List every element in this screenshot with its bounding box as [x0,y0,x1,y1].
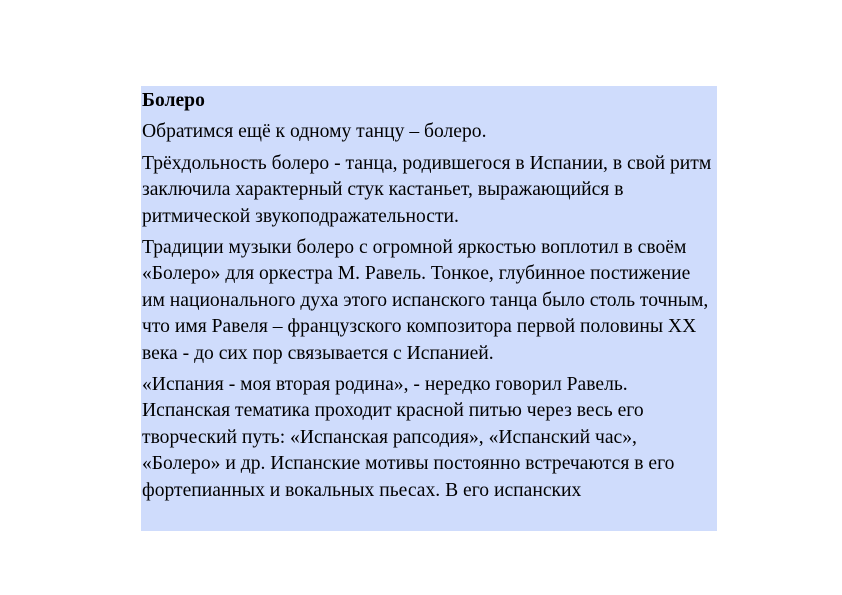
paragraph-spain: «Испания - моя вторая родина», - нередко говорил Равель. Испанская тематика проходит красной питью через весь его творческий путь: «Испанская рапсодия», «Испанский час», «Болеро» и др. Испанские мотивы постоянно встречаются в его фортепианных и вокальных пьесах. В его испанских [142,374,675,501]
text-block [141,86,717,531]
paragraph-intro: Обратимся ещё к одному танцу – болеро. [142,121,487,143]
paragraph-ravel: Традиции музыки болеро с огромной яркостью воплотил в своём «Болеро» для оркестра М. Равель. Тонкое, глубинное постижение им национального духа этого испанского танца было столь точным, что имя Равеля – французского композитора первой половины XX века - до сих пор связывается с Испанией. [142,237,709,364]
paragraph-rhythm: Трёхдольность болеро - танца, родившегося в Испании, в свой ритм заключила характерный стук кастаньет, выражающийся в ритмической звукоподражательности. [142,152,712,227]
document-title: Болеро [142,90,205,111]
